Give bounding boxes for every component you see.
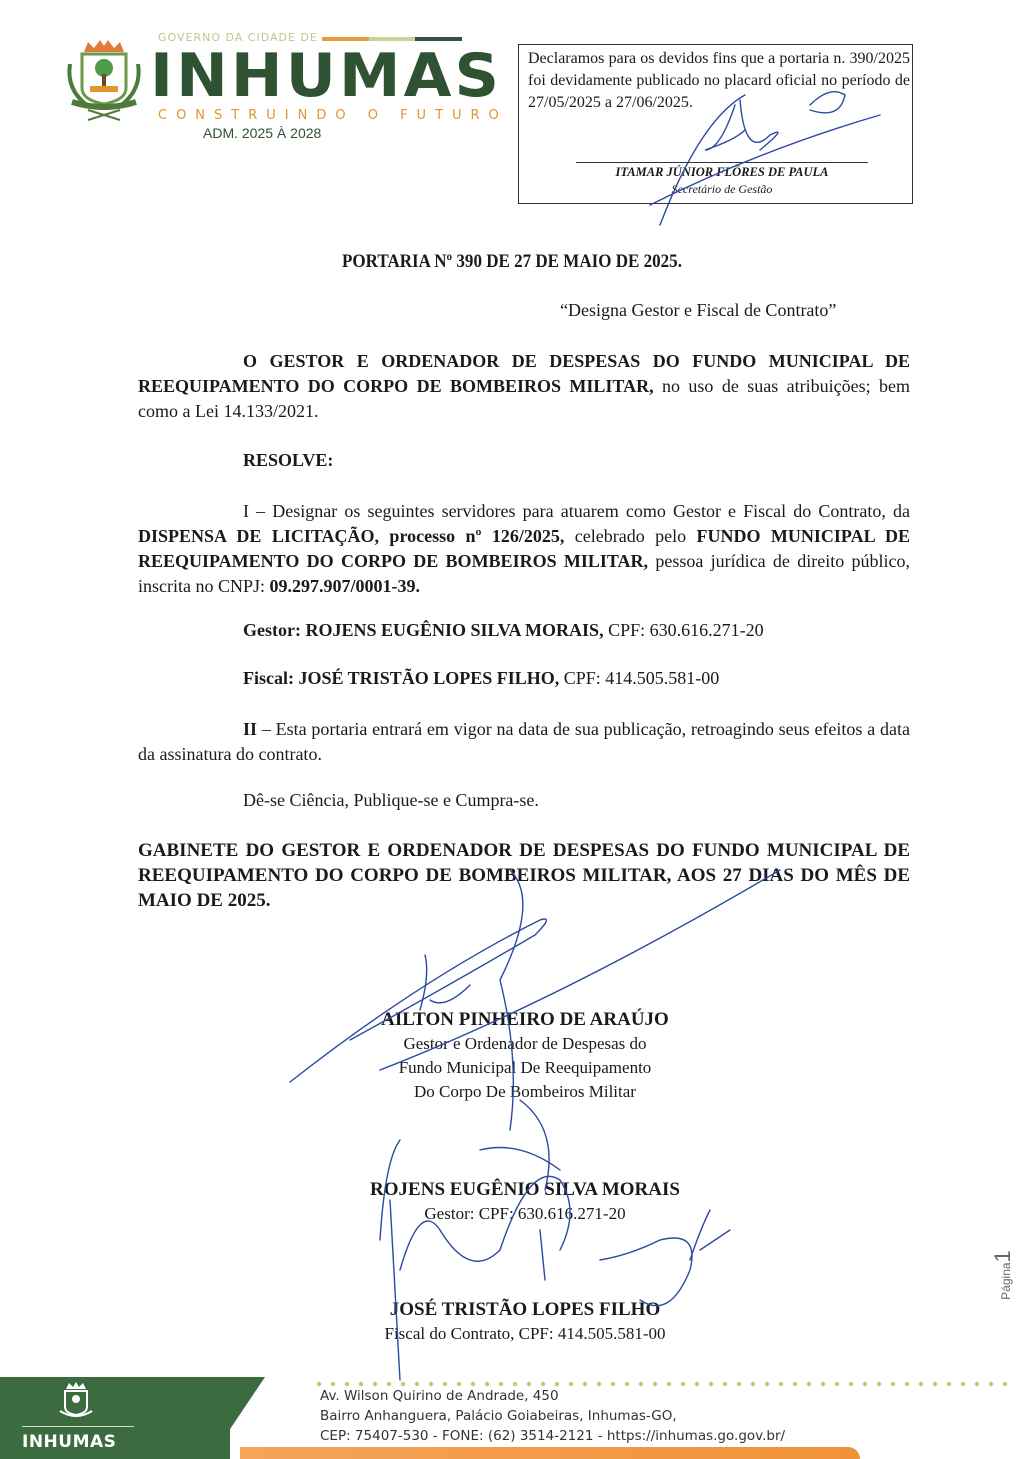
article-1-process: DISPENSA DE LICITAÇÃO, processo nº 126/2025,: [138, 526, 565, 546]
page-number-value: 1: [989, 1250, 1015, 1263]
footer-address-line: Av. Wilson Quirino de Andrade, 450: [320, 1388, 559, 1404]
footer-dotted-line: [312, 1381, 1012, 1387]
article-2-number: II: [243, 719, 258, 739]
preamble-paragraph: [138, 349, 910, 424]
page-label: Página: [998, 1262, 1013, 1300]
gestor-designation: [243, 620, 764, 641]
signer-role-line: Fundo Municipal De Reequipamento: [398, 1058, 652, 1077]
signer-name: JOSÉ TRISTÃO LOPES FILHO: [389, 1299, 661, 1320]
declaration-text: Declaramos para os devidos fins que a portaria n. 390/2025 foi devidamente publicado no placard oficial no período de 27/05/2025 a 27/06/2025.: [528, 50, 910, 111]
signature-line: [576, 162, 868, 163]
page-number: [990, 1250, 1016, 1300]
footer-logo-rule: [22, 1426, 134, 1427]
signer-role-line: Gestor: CPF: 630.616.271-20: [424, 1204, 626, 1223]
gestor-cpf: CPF: 630.616.271-20: [603, 620, 764, 640]
city-coat-of-arms-icon: [58, 30, 150, 122]
footer-coat-of-arms-icon: [56, 1381, 96, 1423]
footer-orange-band: [240, 1447, 860, 1459]
article-1-text-e: pessoa jurídica de direito público, inscrita no CNPJ:: [138, 551, 911, 596]
gestor-name: Gestor: ROJENS EUGÊNIO SILVA MORAIS,: [243, 620, 604, 640]
signer-name: ROJENS EUGÊNIO SILVA MORAIS: [370, 1179, 680, 1200]
footer-contact-line: CEP: 75407-530 - FONE: (62) 3514-2121 - https://inhumas.go.gov.br/: [320, 1428, 786, 1444]
signature-block-ailton: [330, 1008, 720, 1104]
signature-block-jose: [330, 1298, 720, 1346]
preamble-authority: O GESTOR E ORDENADOR DE DESPESAS DO FUNDO MUNICIPAL DE REEQUIPAMENTO DO CORPO DE BOMBEIROS MILITAR,: [138, 351, 910, 396]
fiscal-designation: [243, 668, 719, 689]
administration-period: ADM. 2025 À 2028: [203, 125, 322, 141]
article-2-text: – Esta portaria entrará em vigor na data de sua publicação, retroagindo seus efeitos a data da assinatura do contrato.: [138, 719, 910, 764]
article-1-fund: FUNDO MUNICIPAL DE REEQUIPAMENTO DO CORPO DE BOMBEIROS MILITAR,: [138, 526, 910, 571]
declaration-signer-name: ITAMAR JÚNIOR FLÔRES DE PAULA: [615, 165, 829, 179]
signer-role-line: Gestor e Ordenador de Despesas do: [403, 1034, 647, 1053]
article-1-cnpj: 09.297.907/0001-39.: [269, 576, 421, 596]
document-title: PORTARIA Nº 390 DE 27 DE MAIO DE 2025.: [342, 252, 682, 272]
article-1-paragraph: [138, 499, 910, 599]
fiscal-name: Fiscal: JOSÉ TRISTÃO LOPES FILHO,: [243, 668, 560, 688]
footer-address-line: Bairro Anhanguera, Palácio Goiabeiras, Inhumas-GO,: [320, 1408, 677, 1424]
publication-notice: Dê-se Ciência, Publique-se e Cumpra-se.: [243, 790, 539, 810]
declaration-signer-role: Secretário de Gestão: [671, 182, 773, 196]
signer-role-line: Do Corpo De Bombeiros Militar: [414, 1082, 636, 1101]
signature-block-rojens: [330, 1178, 720, 1226]
fiscal-cpf: CPF: 414.505.581-00: [559, 668, 720, 688]
government-label: GOVERNO DA CIDADE DE: [158, 31, 318, 44]
city-brand-name: INHUMAS: [150, 41, 503, 111]
article-1-text-c: celebrado pelo: [564, 526, 697, 546]
article-2-paragraph: [138, 717, 910, 767]
footer-logo-text: INHUMAS: [22, 1432, 117, 1452]
article-1-text-a: I – Designar os seguintes servidores para atuarem como Gestor e Fiscal do Contrato, da: [243, 501, 910, 521]
signer-role-line: Fiscal do Contrato, CPF: 414.505.581-00: [384, 1324, 666, 1343]
preamble-rest: no uso de suas atribuições; bem como a Lei 14.133/2021.: [138, 376, 910, 421]
signer-name: AILTON PINHEIRO DE ARAÚJO: [381, 1009, 669, 1030]
brand-slogan: CONSTRUINDO O FUTURO: [158, 108, 508, 123]
resolve-heading: RESOLVE:: [243, 450, 334, 470]
closing-statement: GABINETE DO GESTOR E ORDENADOR DE DESPESAS DO FUNDO MUNICIPAL DE REEQUIPAMENTO DO CORPO DE BOMBEIROS MILITAR, AOS 27 DIAS DO MÊS DE MAIO DE 2025.: [138, 840, 910, 911]
jose-signature-stroke: [390, 1200, 730, 1380]
document-subtitle: “Designa Gestor e Fiscal de Contrato”: [560, 300, 837, 320]
